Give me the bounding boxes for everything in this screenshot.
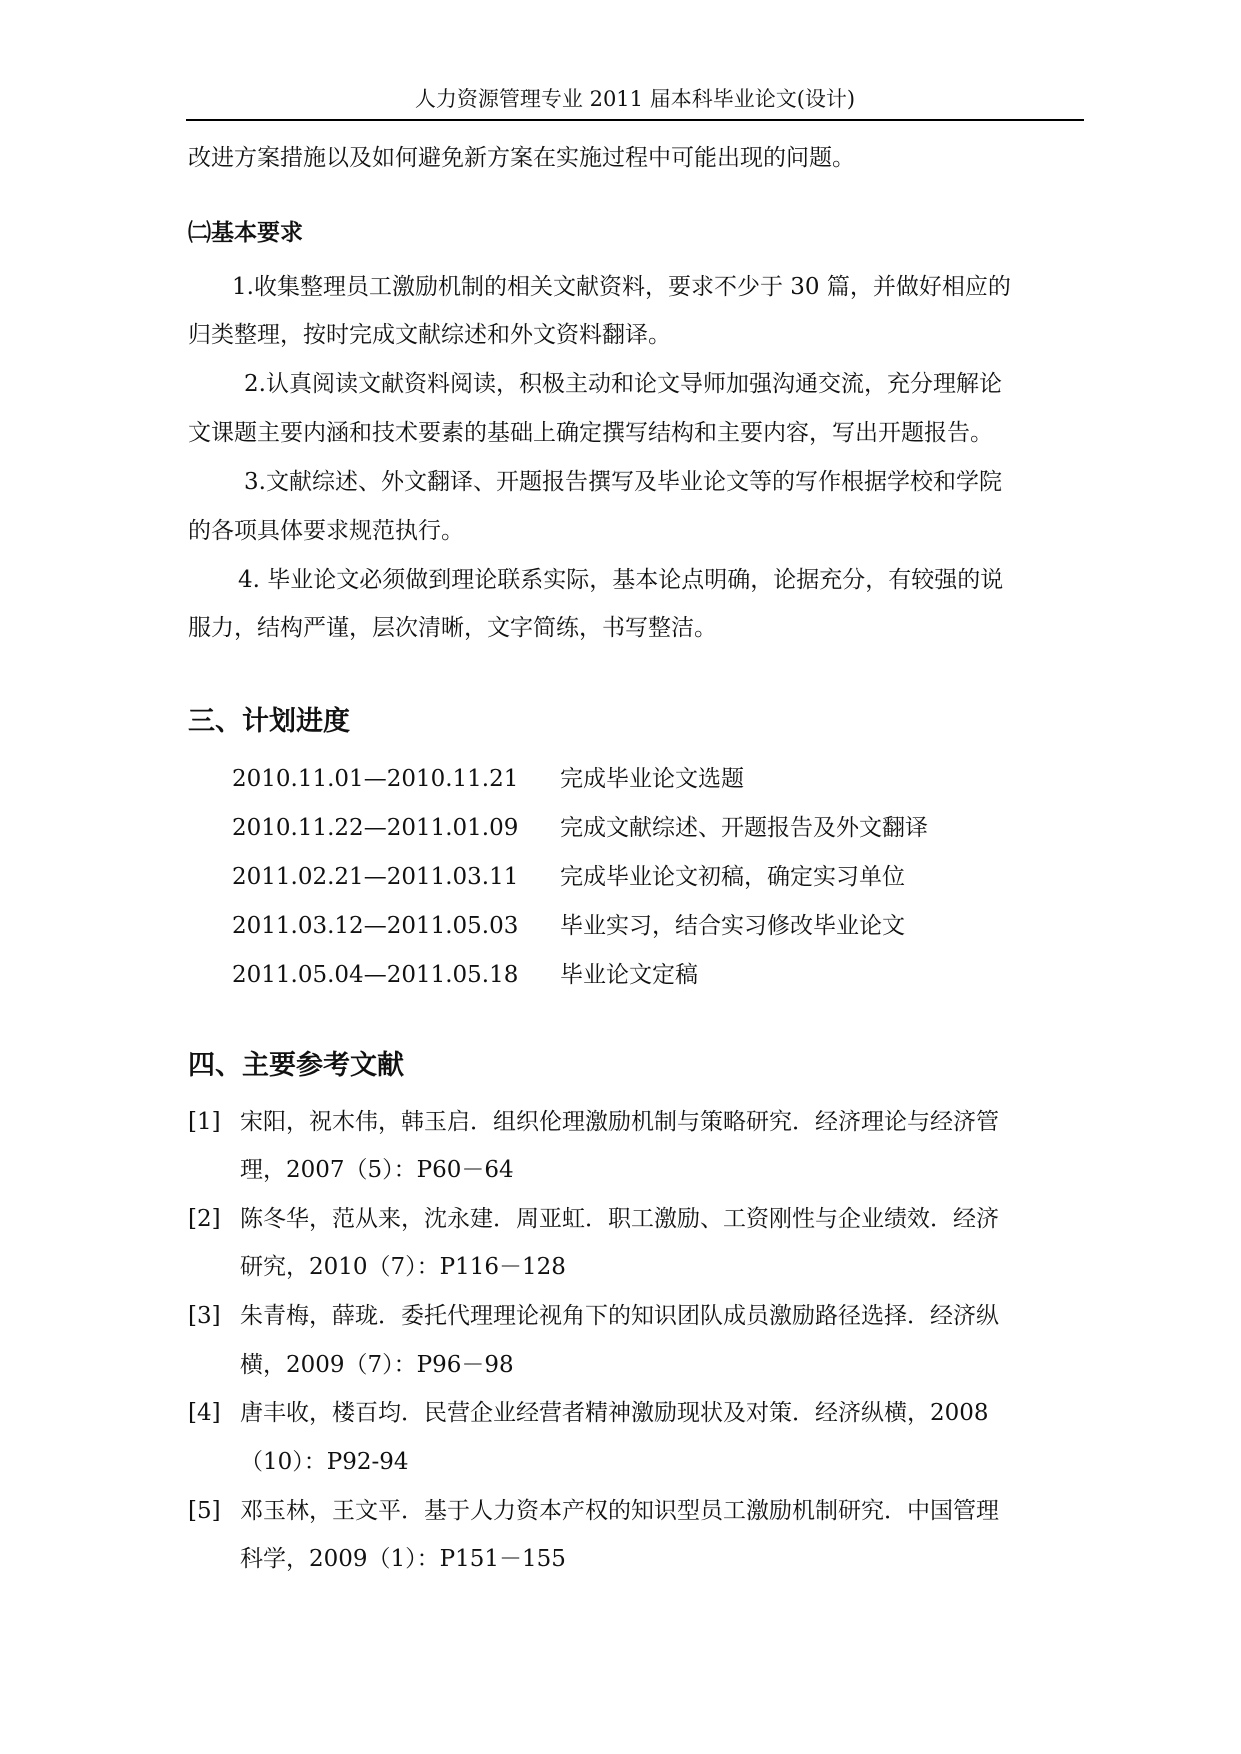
requirement-line: 2.认真阅读文献资料阅读，积极主动和论文导师加强沟通交流，充分理解论 bbox=[244, 371, 1002, 397]
reference-text: 唐丰收，楼百均．民营企业经营者精神激励现状及对策．经济纵横，2008 bbox=[240, 1400, 989, 1426]
schedule-dates: 2011.02.21—2011.03.11 bbox=[232, 864, 519, 890]
reference-number: [1] bbox=[188, 1109, 221, 1135]
requirement-line: 1.收集整理员工激励机制的相关文献资料，要求不少于 30 篇，并做好相应的 bbox=[232, 274, 1011, 300]
references-heading: 四、主要参考文献 bbox=[188, 1050, 404, 1081]
running-header: 人力资源管理专业 2011 届本科毕业论文(设计) bbox=[414, 87, 856, 111]
schedule-dates: 2010.11.01—2010.11.21 bbox=[232, 766, 519, 792]
requirement-line: 服力，结构严谨，层次清晰，文字简练，书写整洁。 bbox=[188, 615, 717, 641]
requirement-line: 4. 毕业论文必须做到理论联系实际，基本论点明确，论据充分，有较强的说 bbox=[238, 567, 1004, 593]
reference-number: [5] bbox=[188, 1498, 221, 1524]
reference-text: 陈冬华，范从来，沈永建．周亚虹．职工激励、工资刚性与企业绩效．经济 bbox=[240, 1206, 999, 1232]
requirement-line: 归类整理，按时完成文献综述和外文资料翻译。 bbox=[188, 322, 671, 348]
reference-number: [4] bbox=[188, 1400, 221, 1426]
schedule-task: 完成文献综述、开题报告及外文翻译 bbox=[560, 815, 928, 841]
schedule-dates: 2010.11.22—2011.01.09 bbox=[232, 815, 519, 841]
requirement-line: 文课题主要内涵和技术要素的基础上确定撰写结构和主要内容，写出开题报告。 bbox=[188, 420, 993, 446]
header-rule bbox=[186, 119, 1084, 121]
basic-requirements-heading: ㈡基本要求 bbox=[188, 219, 303, 246]
schedule-dates: 2011.03.12—2011.05.03 bbox=[232, 913, 519, 939]
schedule-task: 完成毕业论文初稿，确定实习单位 bbox=[560, 864, 905, 890]
schedule-task: 毕业论文定稿 bbox=[560, 962, 698, 988]
requirement-line: 3.文献综述、外文翻译、开题报告撰写及毕业论文等的写作根据学校和学院 bbox=[244, 469, 1002, 495]
reference-text: 朱青梅，薛珑．委托代理理论视角下的知识团队成员激励路径选择．经济纵 bbox=[240, 1303, 999, 1329]
schedule-task: 毕业实习，结合实习修改毕业论文 bbox=[560, 913, 905, 939]
reference-text: （10）：P92-94 bbox=[240, 1449, 409, 1475]
reference-text: 研究，2010（7）：P116－128 bbox=[240, 1254, 566, 1280]
schedule-dates: 2011.05.04—2011.05.18 bbox=[232, 962, 519, 988]
schedule-heading: 三、计划进度 bbox=[188, 706, 350, 737]
reference-text: 横，2009（7）：P96－98 bbox=[240, 1352, 514, 1378]
reference-text: 宋阳，祝木伟，韩玉启．组织伦理激励机制与策略研究．经济理论与经济管 bbox=[240, 1109, 999, 1135]
intro-line: 改进方案措施以及如何避免新方案在实施过程中可能出现的问题。 bbox=[188, 145, 855, 171]
reference-text: 邓玉林，王文平．基于人力资本产权的知识型员工激励机制研究．中国管理 bbox=[240, 1498, 999, 1524]
requirement-line: 的各项具体要求规范执行。 bbox=[188, 518, 464, 544]
reference-number: [3] bbox=[188, 1303, 221, 1329]
schedule-task: 完成毕业论文选题 bbox=[560, 766, 744, 792]
reference-text: 科学，2009（1）：P151－155 bbox=[240, 1546, 566, 1572]
reference-number: [2] bbox=[188, 1206, 221, 1232]
reference-text: 理，2007（5）：P60－64 bbox=[240, 1157, 514, 1183]
